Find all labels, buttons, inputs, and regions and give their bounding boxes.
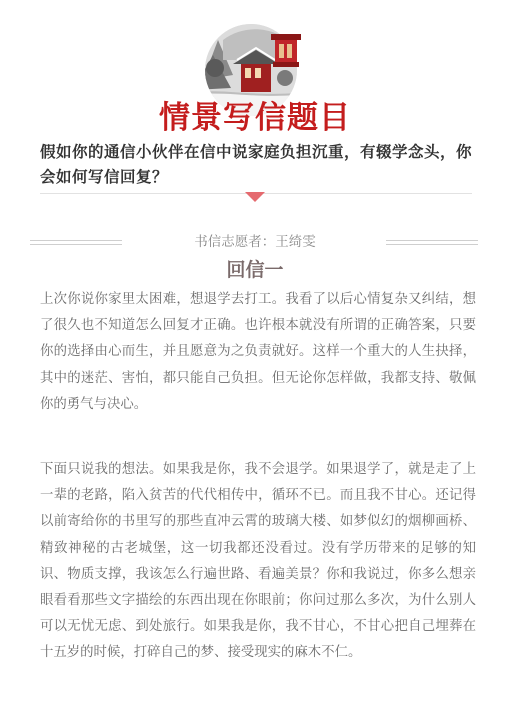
question-text: 假如你的通信小伙伴在信中说家庭负担沉重，有辍学念头，你会如何写信回复？ [40,143,473,186]
decorative-line-right [386,240,478,245]
reply-paragraph: 下面只说我的想法。如果我是你，我不会退学。如果退学了，就是走了上一辈的老路，陷入贫苦的代代相传中，循环不已。而且我不甘心。还记得以前寄给你的书里写的那些直冲云霄的玻璃大楼、如梦似幻的烟柳画桥、精致神秘的古老城堡，这一切我都还没看过。没有学历带来的足够的知识、物质支撑，我该怎么行遍世路、看遍美景？你和我说过，你多么想亲眼看看那些文字描绘的东西出现在你眼前；你问过那么多次，为什么别人可以无忧无虑、到处旅行。如果我是你，我不甘心，不甘心把自己埋葬在十五岁的时候，打碎自己的梦、接受现实的麻木不仁。 [40,462,476,661]
reply-title: 回信一 [226,259,284,281]
down-triangle-icon [245,192,265,202]
reply-paragraph: 上次你说你家里太困难，想退学去打工。我看了以后心情复杂又纠结，想了很久也不知道怎么回复才正确。也许根本就没有所谓的正确答案，只要你的选择由心而生，并且愿意为之负责就好。这样一个重大的人生抉择，其中的迷茫、害怕，都只能自己负担。但无论你怎样做，我都支持、敬佩你的勇气与决心。 [40,292,476,412]
page-title: 情景写信题目 [159,100,351,136]
author-row [0,232,510,252]
author-credit: 书信志愿者：王绮雯 [194,234,316,250]
